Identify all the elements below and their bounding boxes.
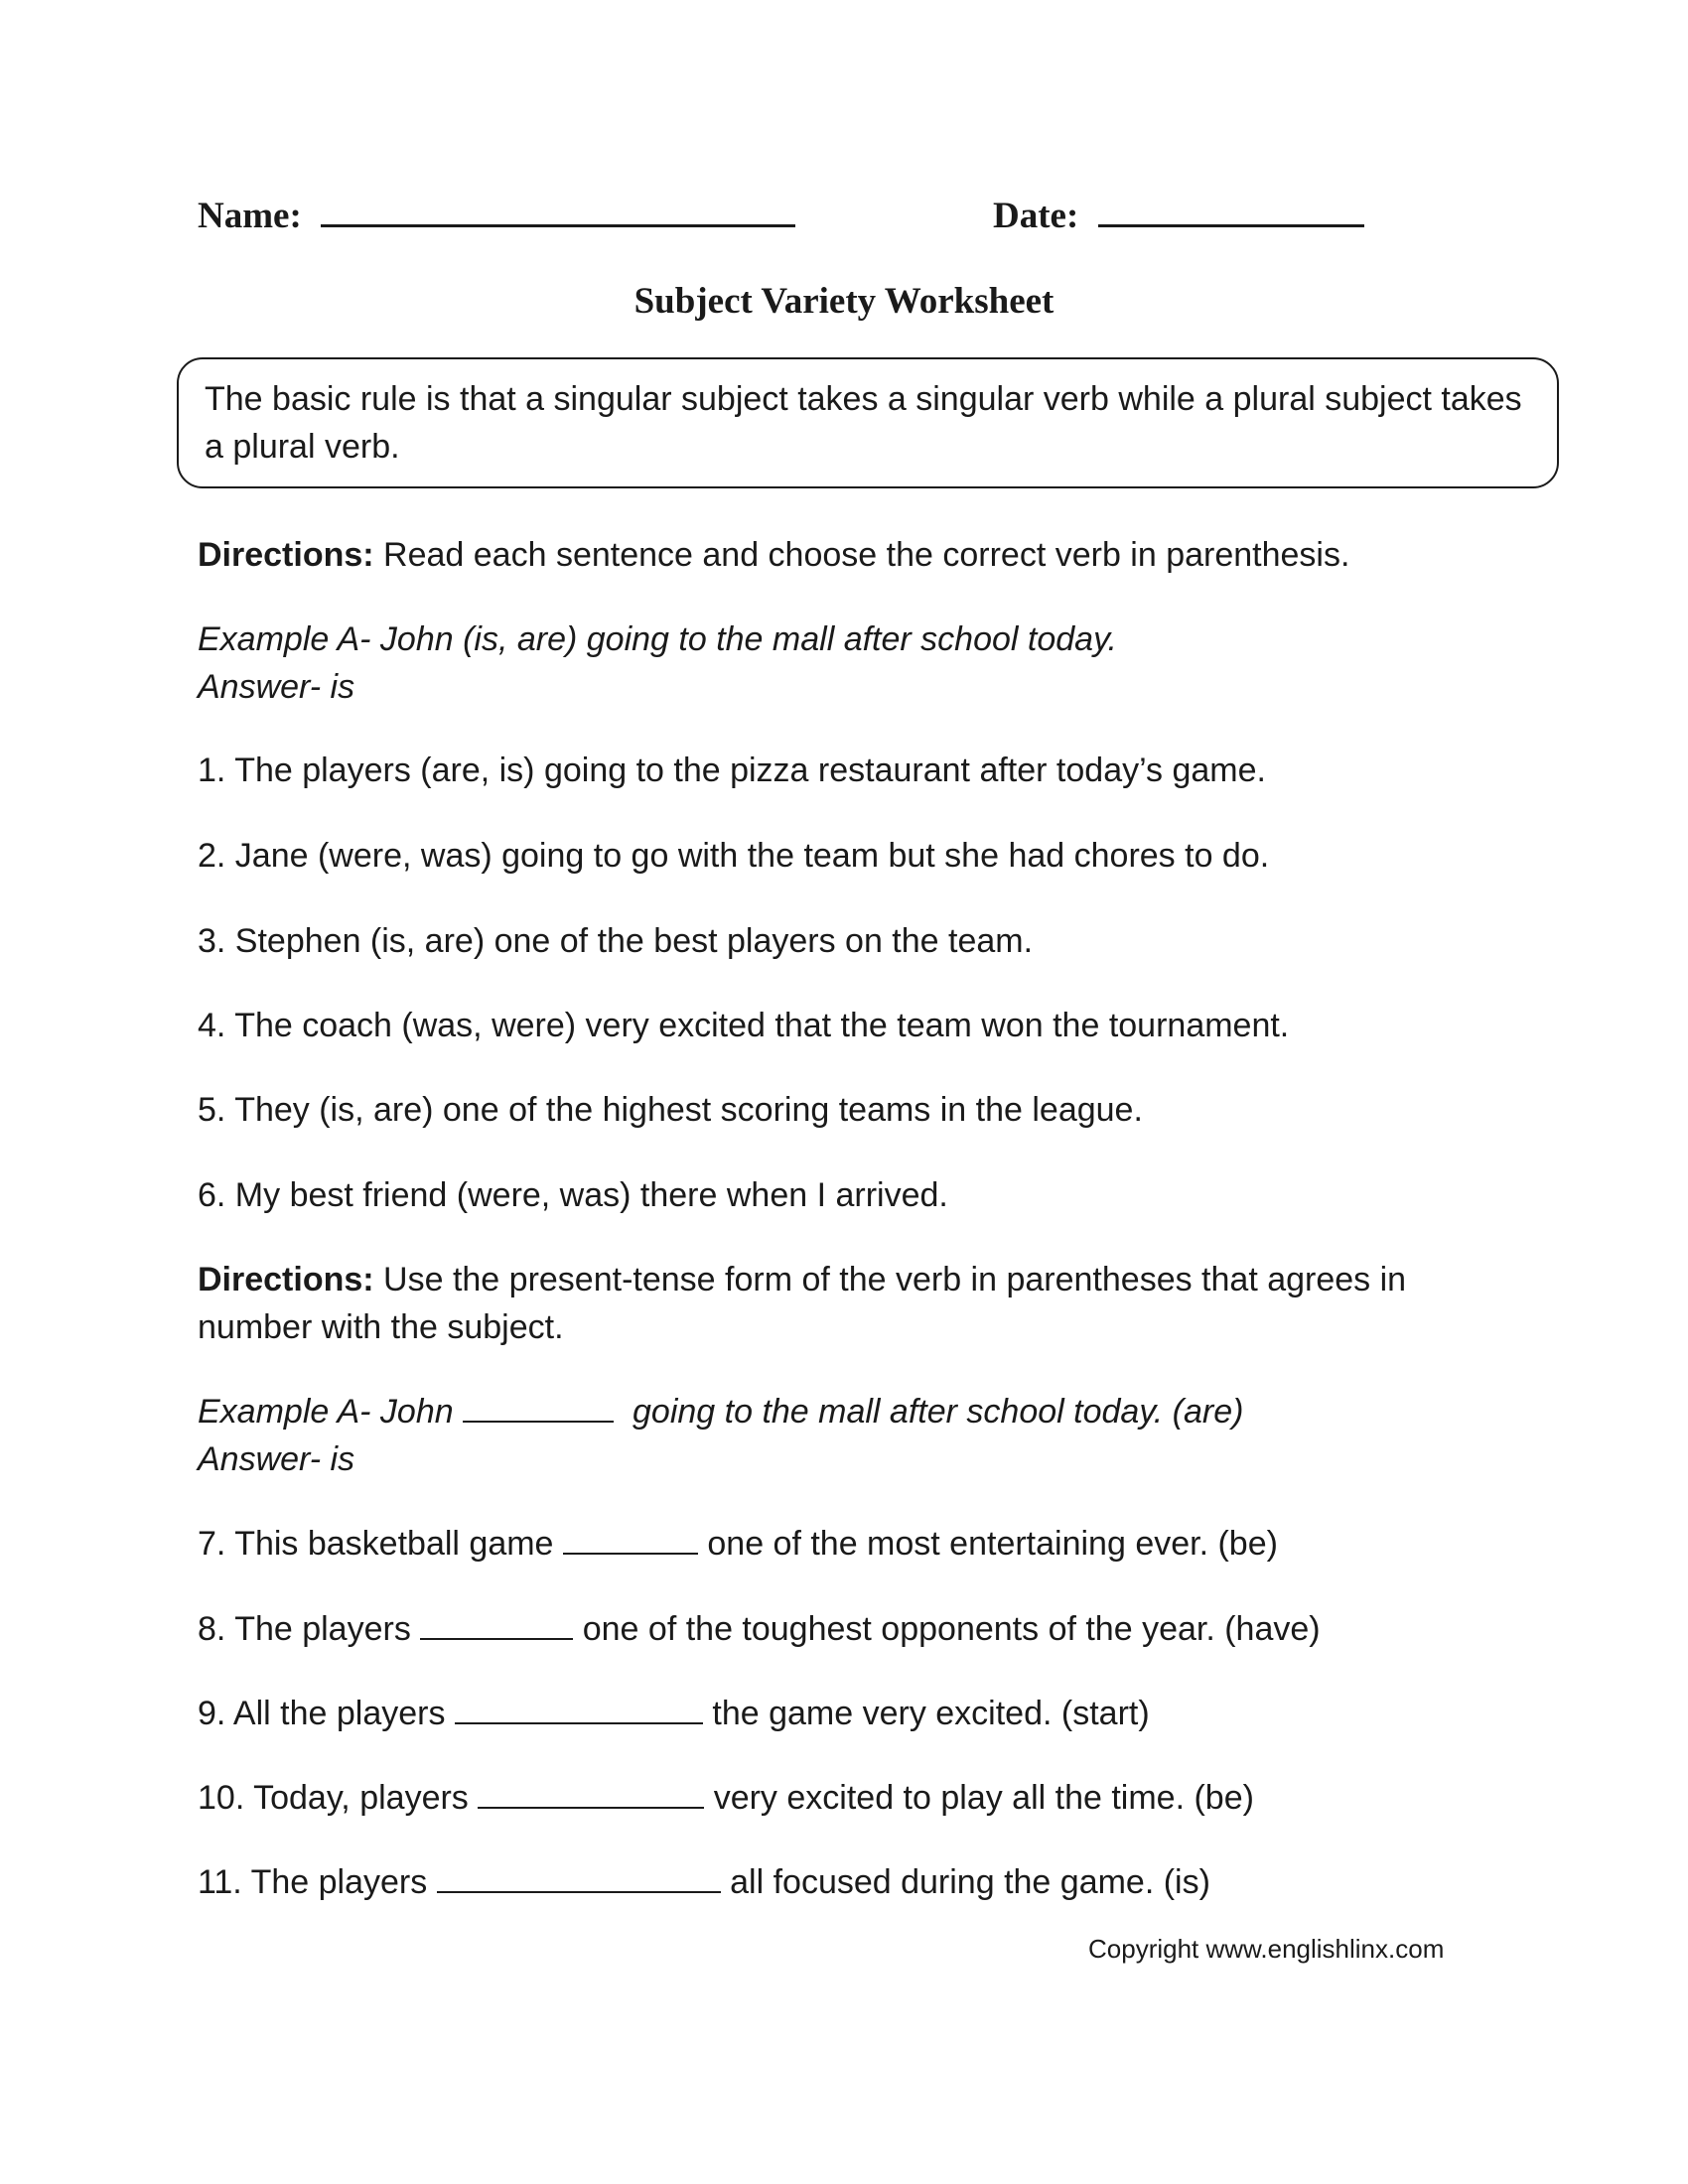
rule-text: The basic rule is that a singular subject takes a singular verb while a plural subject takes a plural verb. (205, 380, 1522, 466)
list-item: 6. My best friend (were, was) there when I arrived. (198, 1176, 948, 1214)
example-blank (463, 1391, 614, 1423)
list-item: 2. Jane (were, was) going to go with the team but she had chores to do. (198, 837, 1270, 875)
example-before: Example A- John (198, 1393, 454, 1431)
item-text: very excited to play all the time. (be) (713, 1779, 1254, 1817)
item-text: the game very excited. (start) (712, 1695, 1150, 1732)
item-text: all focused during the game. (is) (730, 1863, 1210, 1901)
date-label: Date: (993, 196, 1079, 236)
list-item: 4. The coach (was, were) very excited that the team won the tournament. (198, 1007, 1290, 1044)
directions-text: Use the present-tense form of the verb in parentheses that agrees in (383, 1261, 1407, 1298)
directions-label: Directions: (198, 536, 374, 574)
item-text: one of the most entertaining ever. (be) (707, 1525, 1278, 1563)
item-text: 7. This basketball game (198, 1525, 554, 1563)
answer-blank[interactable] (455, 1693, 703, 1724)
name-blank[interactable] (321, 197, 795, 227)
list-item (198, 1605, 1321, 1653)
list-item (198, 1774, 1254, 1822)
rule-box (177, 357, 1559, 488)
item-text: 8. The players (198, 1610, 411, 1648)
item-text: 10. Today, players (198, 1779, 469, 1817)
example-after: going to the mall after school today. (are) (633, 1393, 1244, 1431)
example-2 (198, 1388, 1243, 1435)
answer-blank[interactable] (563, 1523, 698, 1555)
example-1: Example A- John (is, are) going to the mall after school today. (198, 620, 1118, 658)
name-label: Name: (198, 196, 302, 236)
item-text: 11. The players (198, 1863, 428, 1901)
directions-2-continued: number with the subject. (198, 1308, 564, 1346)
item-text: one of the toughest opponents of the year. (have) (582, 1610, 1321, 1648)
answer-1: Answer- is (198, 668, 355, 706)
list-item: 1. The players (are, is) going to the pizza restaurant after today’s game. (198, 751, 1266, 789)
answer-blank[interactable] (437, 1861, 721, 1893)
page-title: Subject Variety Worksheet (633, 281, 1055, 322)
answer-2: Answer- is (198, 1440, 355, 1478)
answer-blank[interactable] (478, 1777, 704, 1809)
list-item: 5. They (is, are) one of the highest scoring teams in the league. (198, 1091, 1143, 1129)
directions-label: Directions: (198, 1261, 374, 1298)
list-item (198, 1858, 1210, 1906)
name-field (198, 195, 795, 237)
list-item (198, 1690, 1150, 1737)
item-text: 9. All the players (198, 1695, 446, 1732)
date-blank[interactable] (1098, 197, 1364, 227)
answer-blank[interactable] (420, 1608, 573, 1640)
date-field (993, 195, 1364, 237)
directions-text: Read each sentence and choose the correct verb in parenthesis. (383, 536, 1350, 574)
list-item: 3. Stephen (is, are) one of the best players on the team. (198, 922, 1034, 960)
list-item (198, 1520, 1278, 1568)
copyright: Copyright www.englishlinx.com (1088, 1934, 1445, 1964)
directions-2 (198, 1256, 1406, 1303)
directions-1 (198, 531, 1349, 579)
